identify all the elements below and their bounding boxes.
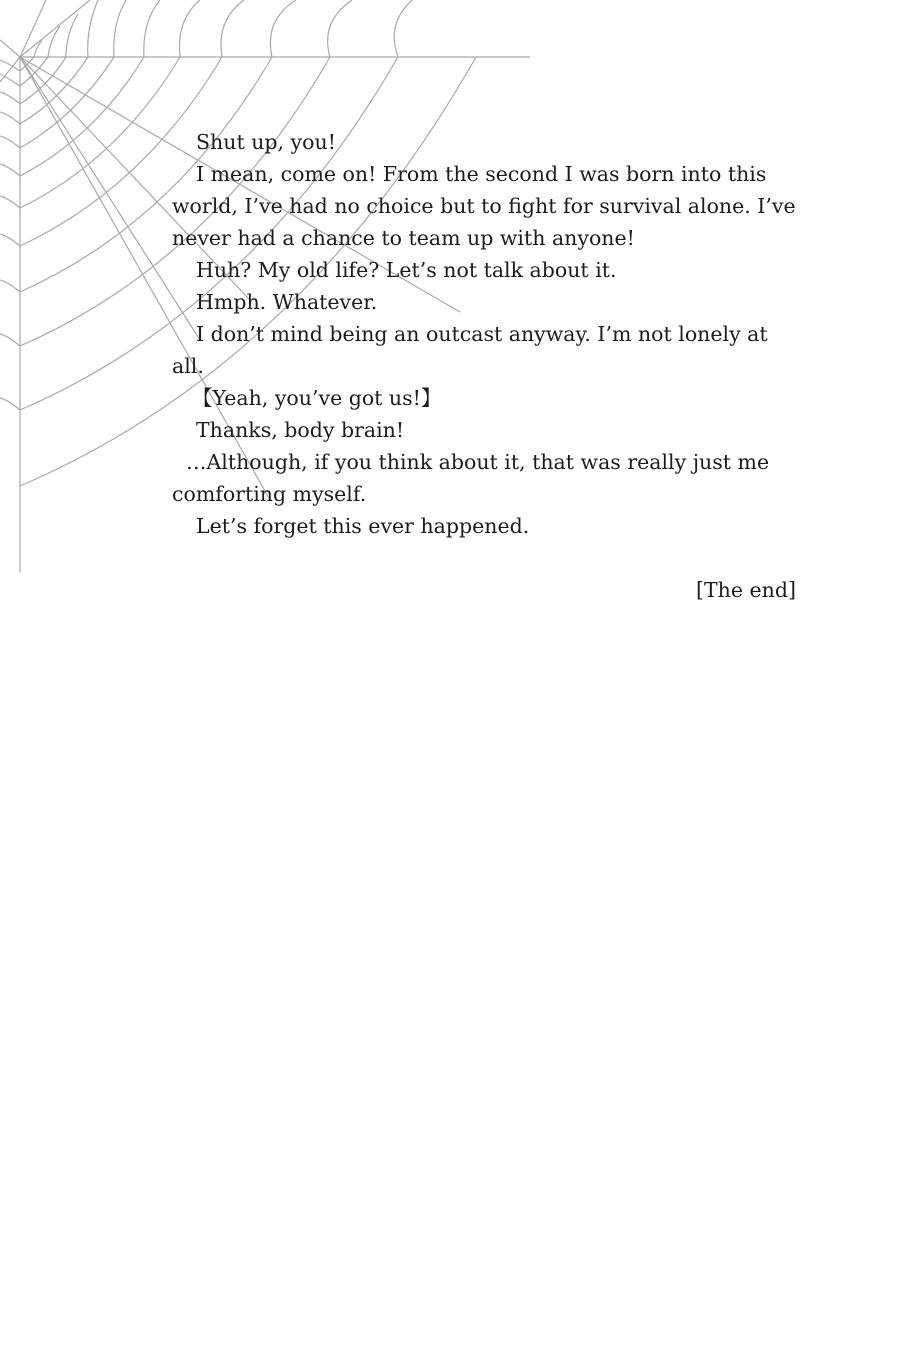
paragraph: Thanks, body brain!	[196, 418, 405, 442]
paragraph: …Although, if you think about it, that was really just me comforting myself.	[172, 450, 770, 506]
paragraph: I mean, come on! From the second I was born into this world, I’ve had no choice but to fight for survival alone. I’ve never had a chance to team up with anyone!	[172, 162, 796, 250]
story-text	[172, 126, 796, 606]
paragraph: Huh? My old life? Let’s not talk about it.	[196, 258, 617, 282]
paragraph: Shut up, you!	[196, 130, 336, 154]
paragraph-bracketed-dialogue: 【Yeah, you’ve got us!】	[192, 386, 442, 410]
paragraph: I don’t mind being an outcast anyway. I’m not lonely at all.	[172, 322, 768, 378]
paragraph: Hmph. Whatever.	[196, 290, 378, 314]
paragraph: Let’s forget this ever happened.	[196, 514, 530, 538]
end-marker: [The end]	[696, 578, 796, 602]
